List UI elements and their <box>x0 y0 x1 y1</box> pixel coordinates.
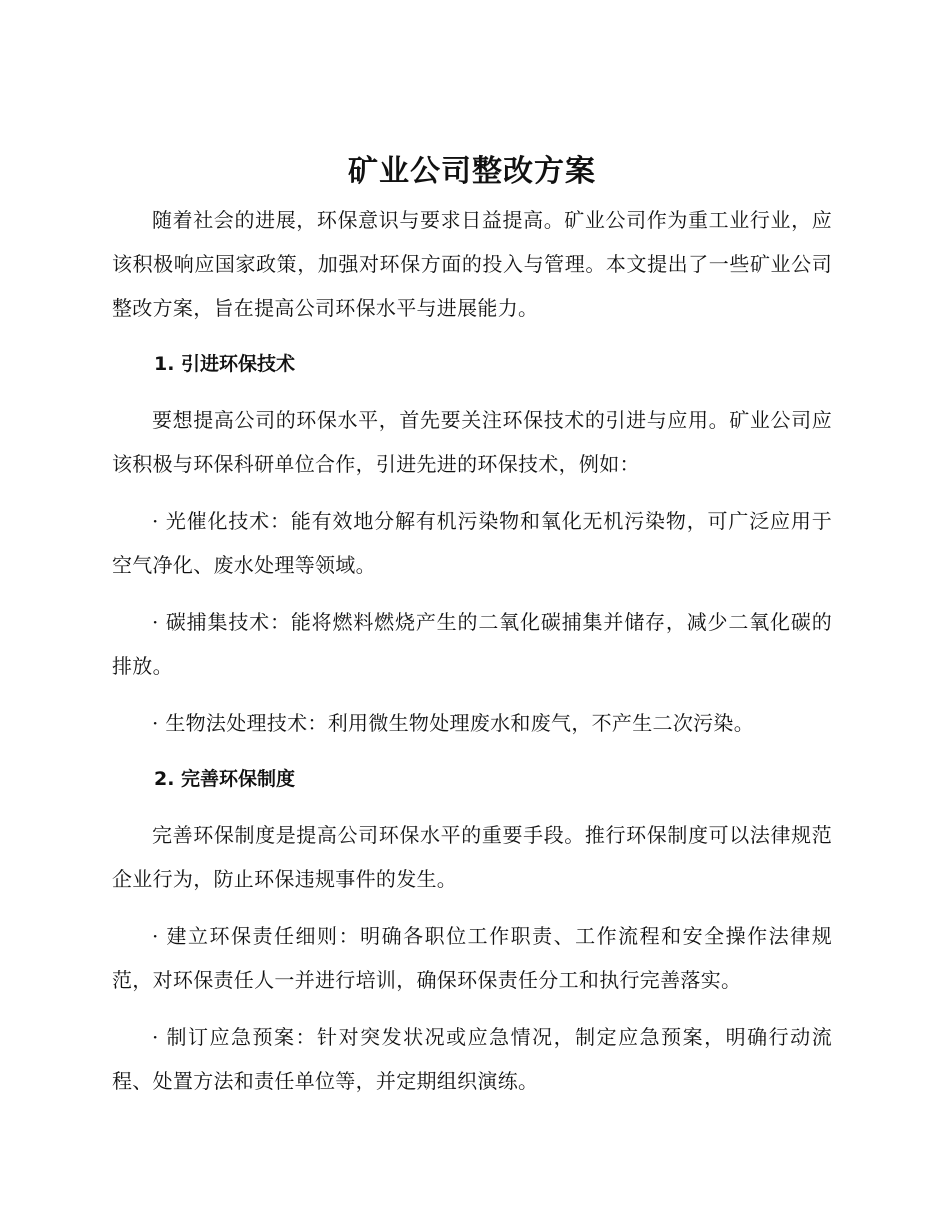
bullet-item: · 制订应急预案：针对突发状况或应急情况，制定应急预案，明确行动流程、处置方法和责任单位等，并定期组织演练。 <box>112 1025 832 1093</box>
document-title: 矿业公司整改方案 <box>348 154 596 189</box>
section-2-heading: 2. 完善环保制度 <box>154 768 296 790</box>
bullet-item: · 建立环保责任细则：明确各职位工作职责、工作流程和安全操作法律规范，对环保责任人一并进行培训，确保环保责任分工和执行完善落实。 <box>112 924 832 992</box>
spacer <box>112 486 832 499</box>
section-2-body: 完善环保制度是提高公司环保水平的重要手段。推行环保制度可以法律规范企业行为，防止环保违规事件的发生。 <box>112 823 832 891</box>
bullet-item: · 生物法处理技术：利用微生物处理废水和废气，不产生二次污染。 <box>152 711 755 735</box>
intro-paragraph: 随着社会的进展，环保意识与要求日益提高。矿业公司作为重工业行业，应该积极响应国家政策，加强对环保方面的投入与管理。本文提出了一些矿业公司整改方案，旨在提高公司环保水平与进展能力。 <box>112 208 832 320</box>
document-page <box>112 150 832 1103</box>
spacer <box>112 386 832 398</box>
spacer <box>112 745 832 757</box>
section-1-heading: 1. 引进环保技术 <box>154 353 296 375</box>
spacer <box>112 330 832 342</box>
bullet-item: · 光催化技术：能有效地分解有机污染物和氧化无机污染物，可广泛应用于空气净化、废水处理等领域。 <box>112 509 832 577</box>
bullet-item: · 碳捕集技术：能将燃料燃烧产生的二氧化碳捕集并储存，减少二氧化碳的排放。 <box>112 610 832 678</box>
section-1-body: 要想提高公司的环保水平，首先要关注环保技术的引进与应用。矿业公司应该积极与环保科研单位合作，引进先进的环保技术，例如： <box>112 408 832 476</box>
spacer <box>112 1002 832 1015</box>
spacer <box>112 801 832 813</box>
spacer <box>112 901 832 914</box>
spacer <box>112 688 832 701</box>
spacer <box>112 587 832 600</box>
